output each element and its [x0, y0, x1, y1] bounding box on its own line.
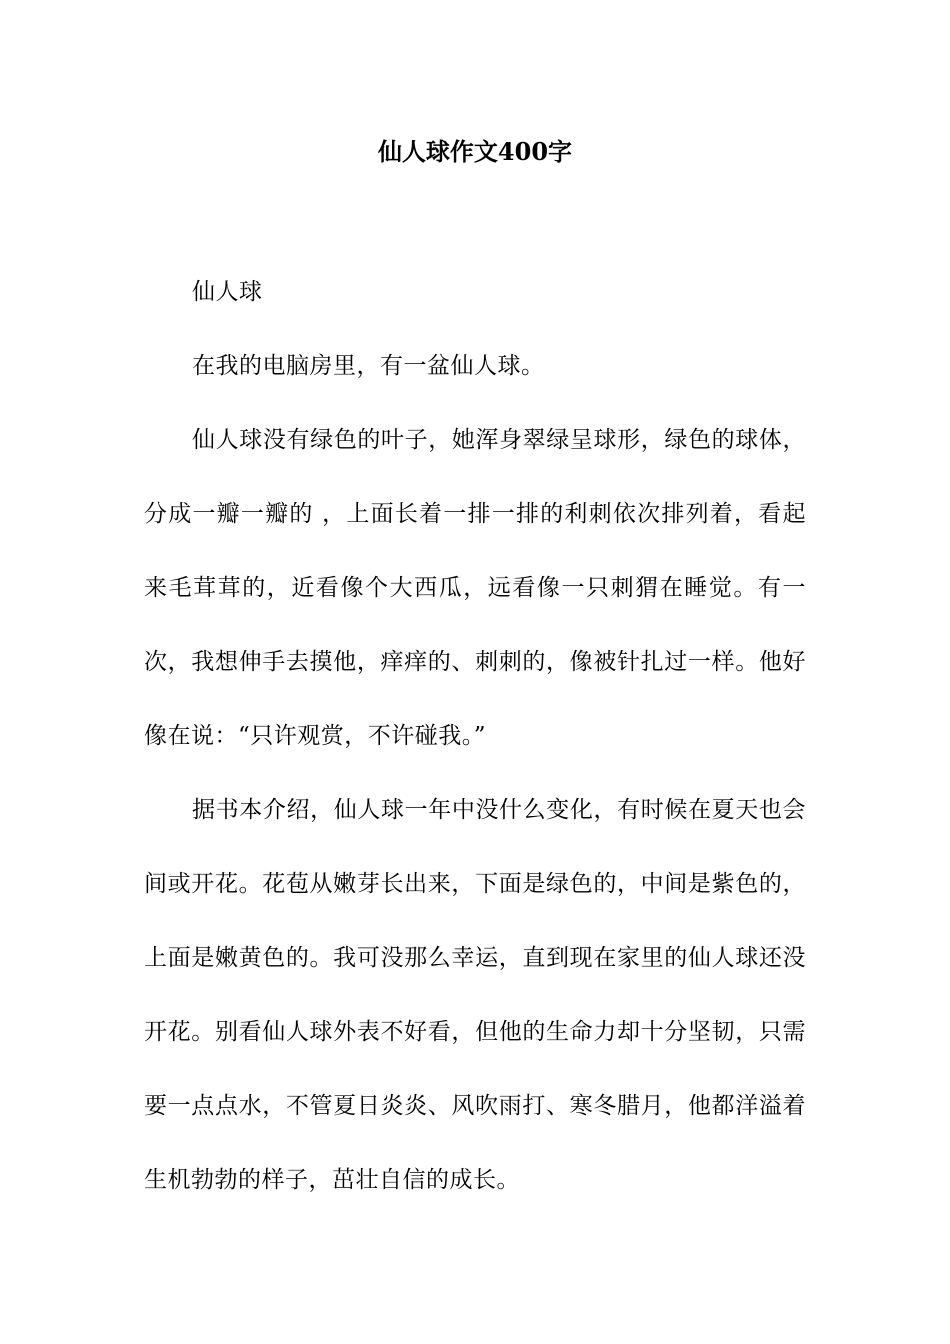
paragraph-conclusion: 据书本介绍，仙人球一年中没什么变化，有时候在夏天也会间或开花。花苞从嫩芽长出来，下面是绿色的，中间是紫色的，上面是嫩黄色的。我可没那么幸运，直到现在家里的仙人球还没开花。别看仙人球外表不好看，但他的生命力却十分坚韧，只需要一点点水，不管夏日炎炎、风吹雨打、寒冬腊月，他都洋溢着生机勃勃的样子，茁壮自信的成长。 [144, 797, 806, 1193]
paragraph-heading: 仙人球 [192, 279, 263, 305]
document-title: 仙人球作文400字 [377, 137, 573, 166]
paragraph-intro: 在我的电脑房里，有一盆仙人球。 [192, 353, 545, 379]
document-body [144, 255, 806, 1217]
paragraph-description: 仙人球没有绿色的叶子，她浑身翠绿呈球形，绿色的球体，分成一瓣一瓣的 ，上面长着一排一排的利刺依次排列着，看起来毛茸茸的，近看像个大西瓜，远看像一只刺猬在睡觉。有一次，我想伸手去摸他，痒痒的、刺刺的，像被针扎过一样。他好像在说：“只许观赏，不许碰我。” [144, 427, 806, 749]
